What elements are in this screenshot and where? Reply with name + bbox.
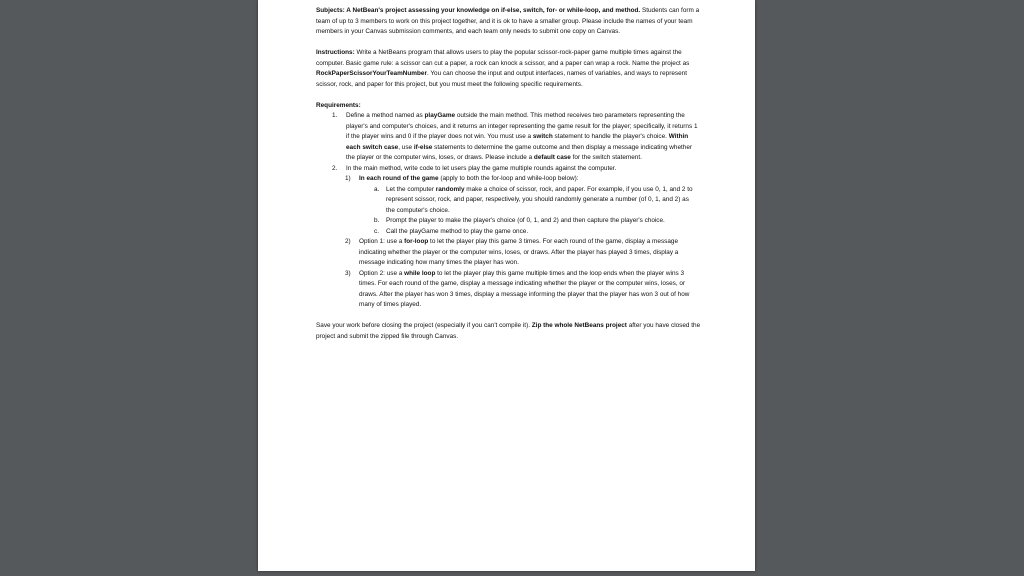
- list-number: 3): [345, 269, 351, 277]
- list-number: 2): [345, 238, 351, 245]
- document-content: [316, 6, 701, 342]
- sub-item-1: 1) In each round of the game (apply to both the for-loop and while-loop below):: [316, 174, 701, 185]
- subjects-lead: Subjects: A NetBean's project assessing your knowledge on if-else, switch, for- or while-loop, and method.: [316, 7, 641, 14]
- subjects-text: Students can form a team of up to 3 members to work on this project together, and it is ok to have a smaller group. Please include the names of your team members in your Canvas submission comments, and each team only needs to submit one copy on Canvas.: [316, 7, 700, 35]
- list-number: c.: [374, 227, 379, 235]
- sub-item-1a: a. Let the computer randomly make a choice of scissor, rock, and paper. For example, if you use 0, 1, and 2 to represent scissor, rock, and paper, respectively, you should randomly generate a number (of 0, 1, and 2) as the computer's choice.: [316, 185, 701, 217]
- project-name: RockPaperScissorYourTeamNumber: [316, 70, 427, 77]
- list-number: 2.: [332, 164, 338, 172]
- requirement-item-2: 2. In the main method, write code to let users play the game multiple rounds against the computer.: [316, 164, 701, 175]
- requirement-item-1: 1. Define a method named as playGame outside the main method. This method receives two parameters representing the player's and computer's choices, and it returns an integer representing the game result for the player; specifically, it returns 1 if the player wins and 0 if the player does not win. You must use a switch statement to handle the player's choice. Within each switch case, use if-else statements to determine the game outcome and then display a message indicating whether the player or the computer wins, loses, or draws. Please include a default case for the switch statement.: [316, 111, 701, 164]
- list-number: a.: [374, 185, 380, 193]
- instructions-label: Instructions:: [316, 49, 355, 56]
- subjects-paragraph: [316, 6, 701, 38]
- list-number: 1.: [332, 112, 338, 119]
- requirements-heading: Requirements:: [316, 101, 361, 109]
- sub-item-1b: b. Prompt the player to make the player's choice (of 0, 1, and 2) and then capture the player's choice.: [316, 216, 701, 227]
- list-number: 1): [345, 175, 351, 182]
- instructions-paragraph: Instructions: Write a NetBeans program that allows users to play the popular scissor-rock-paper game multiple times against the computer. Basic game rule: a scissor can cut a paper, a rock can knock a scissor, and a paper can wrap a rock. Name the project as RockPaperScissorYourTeamNumber. You can choose the input and output interfaces, names of variables, and ways to represent scissor, rock, and paper for this project, but you must meet the following specific requirements.: [316, 49, 690, 88]
- sub-item-3: 3) Option 2: use a while loop to let the player play this game multiple times and the loop ends when the player wins 3 times. For each round of the game, display a message indicating whether the player or the computer wins, loses, or draws. After the player has won 3 times, display a message informing the player that the player has won 3 out of how many of times played.: [316, 269, 701, 311]
- list-number: b.: [374, 217, 380, 224]
- document-page: [258, 0, 755, 571]
- sub-item-2: 2) Option 1: use a for-loop to let the player play this game 3 times. For each round of the game, display a message indicating whether the player or the computer wins, loses, or draws. After the player has played 3 times, display a message indicating how many times the player has won.: [316, 237, 701, 269]
- sub-item-1c: c. Call the playGame method to play the game once.: [316, 227, 701, 238]
- footer-paragraph: Save your work before closing the project (especially if you can't compile it). Zip the whole NetBeans project after you have closed the project and submit the zipped file through Canvas.: [316, 322, 701, 340]
